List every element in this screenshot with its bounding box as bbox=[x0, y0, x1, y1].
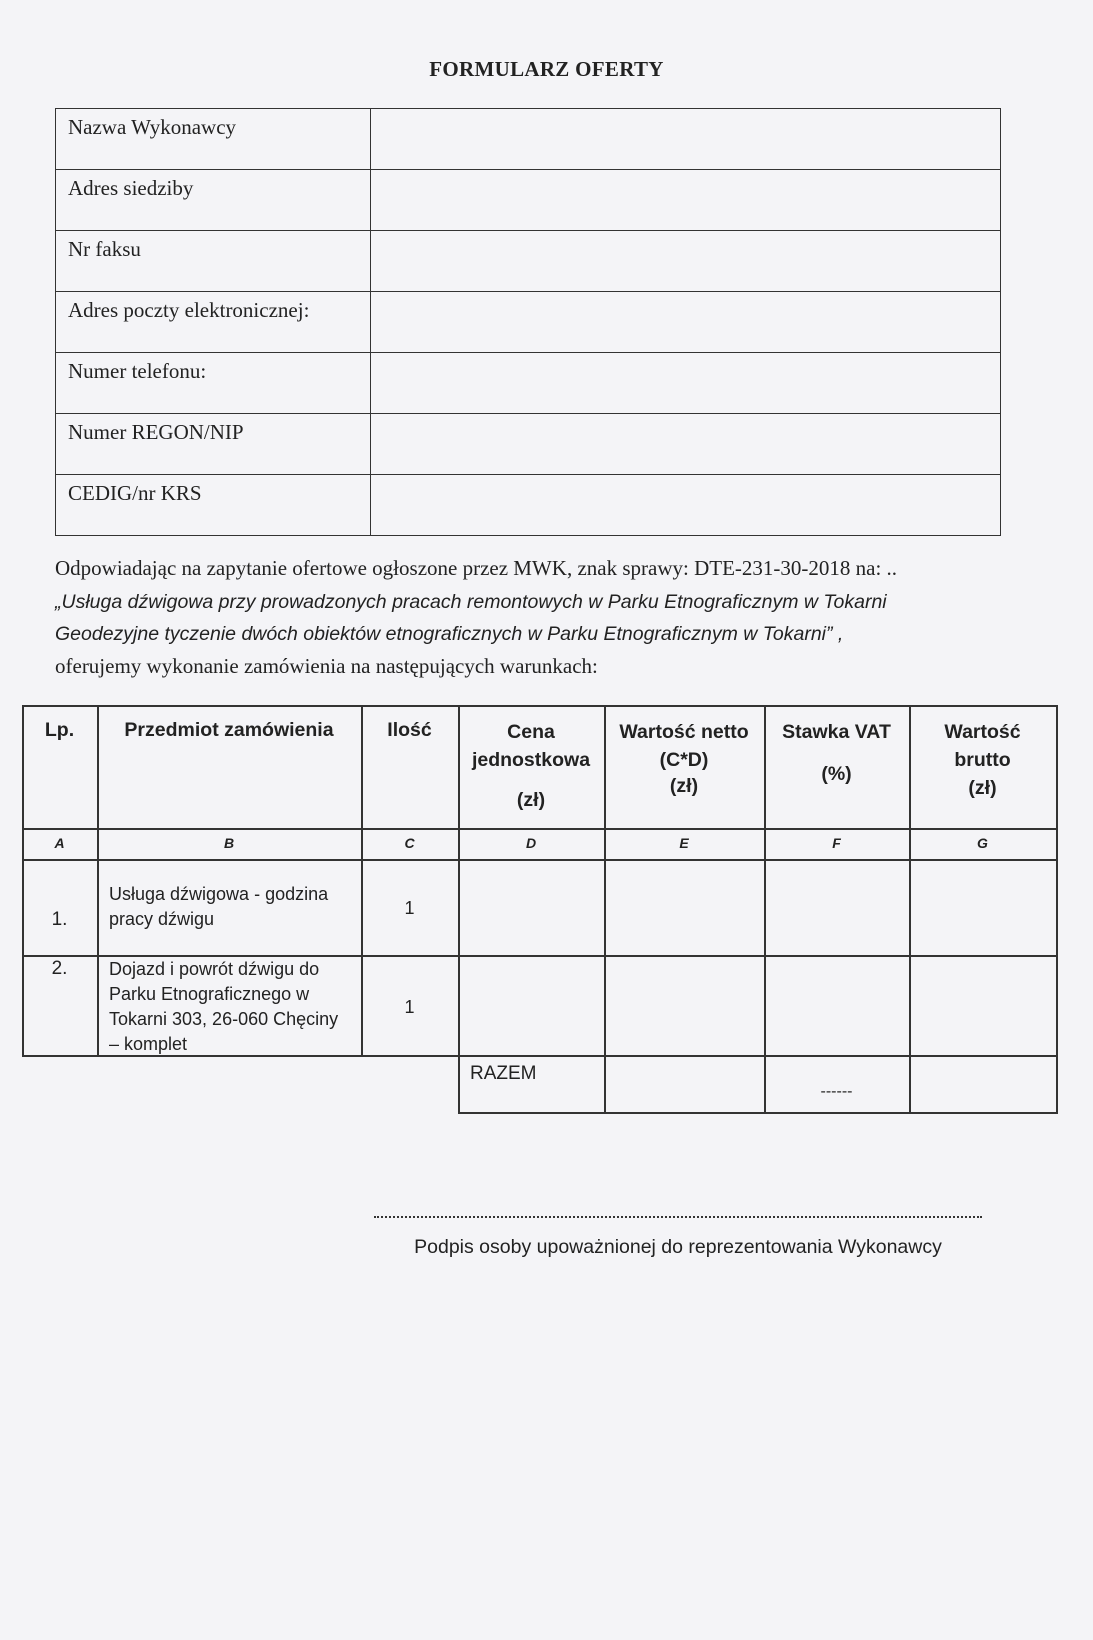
field-label-krs: CEDIG/nr KRS bbox=[68, 481, 202, 505]
intro-line-3: Geodezyjne tyczenie dwóch obiektów etnograficznych w Parku Etnograficznym w Tokarni” , bbox=[55, 623, 844, 645]
header-unit-price-3: (zł) bbox=[516, 789, 546, 811]
column-letter-b: B bbox=[223, 835, 235, 851]
header-vat-2: (%) bbox=[821, 763, 852, 785]
header-item: Przedmiot zamówienia bbox=[124, 719, 334, 741]
header-vat-1: Stawka VAT bbox=[782, 721, 891, 743]
header-qty: Ilość bbox=[387, 719, 432, 741]
field-label-phone: Numer telefonu: bbox=[68, 359, 207, 383]
row-2-lp: 2. bbox=[51, 958, 68, 979]
row-2-item-line-3: Tokarni 303, 26-060 Chęciny bbox=[109, 1009, 339, 1029]
signature-line[interactable] bbox=[374, 1216, 982, 1222]
row-1-item-line-2: pracy dźwigu bbox=[109, 909, 215, 929]
header-net-1: Wartość netto bbox=[619, 721, 749, 743]
column-letter-f: F bbox=[832, 835, 841, 851]
column-letter-e: E bbox=[679, 835, 689, 851]
row-2-item-line-4: – komplet bbox=[109, 1034, 188, 1054]
header-net-3: (zł) bbox=[669, 775, 699, 797]
header-gross-2: brutto bbox=[954, 749, 1011, 771]
intro-line-1: Odpowiadając na zapytanie ofertowe ogłoszone przez MWK, znak sprawy: DTE-231-30-2018 na: .. bbox=[55, 556, 898, 580]
field-label-fax: Nr faksu bbox=[68, 237, 141, 261]
total-label: RAZEM bbox=[470, 1063, 537, 1084]
table-line bbox=[97, 705, 99, 1057]
header-unit-price-1: Cena bbox=[507, 721, 555, 743]
header-gross-3: (zł) bbox=[968, 777, 997, 799]
header-lp: Lp. bbox=[44, 719, 75, 741]
row-1-lp: 1. bbox=[51, 909, 68, 930]
row-2-item-line-2: Parku Etnograficznego w bbox=[109, 984, 310, 1004]
row-1-qty: 1 bbox=[404, 898, 415, 918]
field-label-regon: Numer REGON/NIP bbox=[68, 420, 244, 444]
table-line bbox=[22, 705, 1058, 707]
column-letter-c: C bbox=[404, 835, 415, 851]
header-net-2: (C*D) bbox=[659, 749, 709, 771]
column-letter-a: A bbox=[54, 835, 65, 851]
table-line bbox=[22, 828, 1058, 830]
row-2-qty: 1 bbox=[404, 997, 415, 1017]
table-line bbox=[458, 1112, 1058, 1114]
total-vat: ------ bbox=[820, 1083, 853, 1100]
page-title: FORMULARZ OFERTY bbox=[429, 57, 664, 81]
intro-line-4: oferujemy wykonanie zamówienia na następujących warunkach: bbox=[55, 654, 598, 678]
table-line bbox=[22, 705, 24, 1057]
table-line bbox=[22, 859, 1058, 861]
column-letter-d: D bbox=[525, 835, 537, 851]
field-label-address: Adres siedziby bbox=[68, 176, 194, 200]
header-unit-price-2: jednostkowa bbox=[471, 749, 591, 771]
signature-label: Podpis osoby upoważnionej do reprezentowania Wykonawcy bbox=[414, 1236, 942, 1258]
field-label-name: Nazwa Wykonawcy bbox=[68, 115, 237, 139]
intro-line-2: „Usługa dźwigowa przy prowadzonych pracach remontowych w Parku Etnograficznym w Tokarni bbox=[55, 591, 887, 613]
header-gross-1: Wartość bbox=[944, 721, 1021, 743]
table-line bbox=[1056, 705, 1058, 1113]
row-2-item-line-1: Dojazd i powrót dźwigu do bbox=[109, 959, 320, 979]
column-letter-g: G bbox=[977, 835, 988, 851]
row-1-item-line-1: Usługa dźwigowa - godzina bbox=[109, 884, 329, 904]
field-label-email: Adres poczty elektronicznej: bbox=[68, 298, 310, 322]
